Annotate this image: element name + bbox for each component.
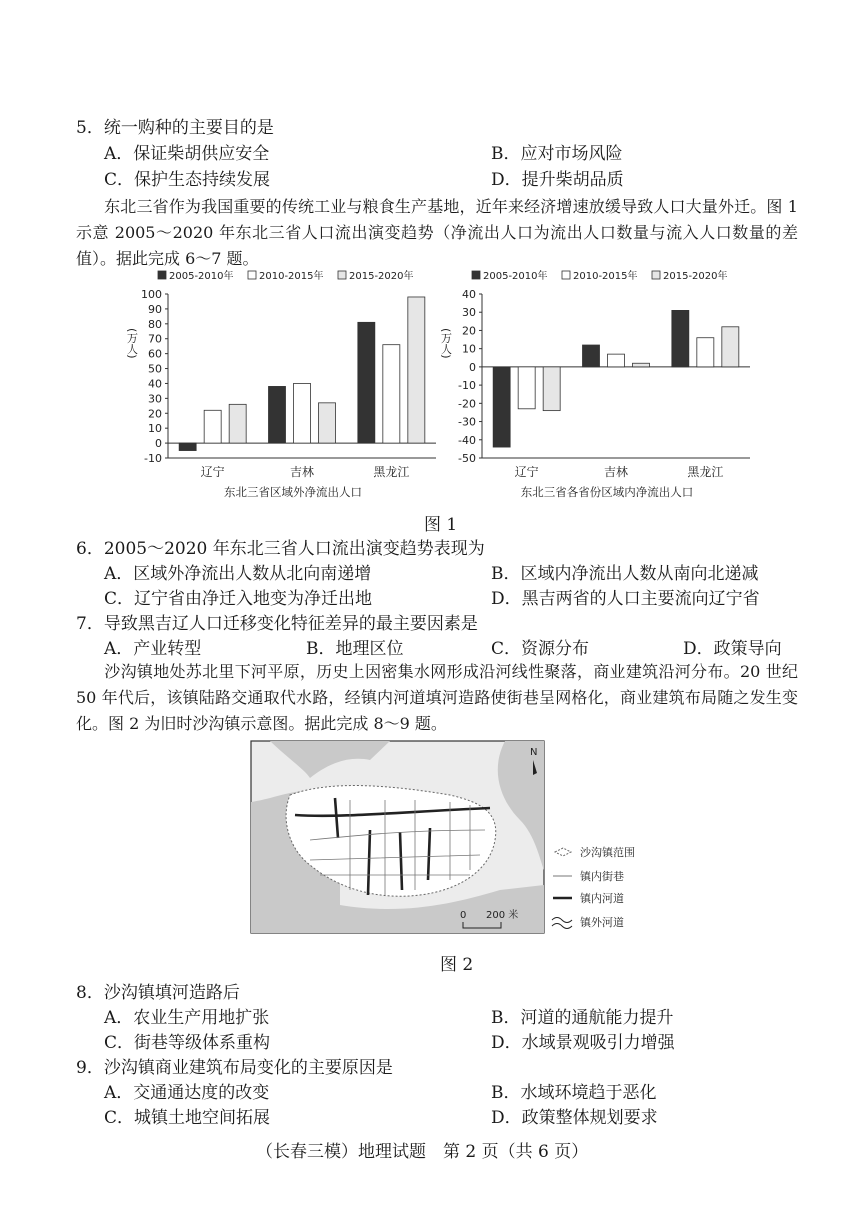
legend-label: 2010-2015年	[259, 271, 324, 282]
q7-stem: 7．导致黑吉辽人口迁移变化特征差异的最主要因素是	[76, 614, 478, 634]
legend-swatch	[652, 271, 660, 279]
legend-swatch	[338, 271, 346, 279]
y-tick-label: 20	[148, 407, 162, 421]
category-label: 吉林	[603, 465, 629, 479]
legend-swatch	[158, 271, 166, 279]
page-footer: （长春三模）地理试题 第 2 页（共 6 页）	[256, 1142, 589, 1162]
y-tick-label: 10	[462, 342, 476, 356]
q9-option-c: C．城镇土地空间拓展	[104, 1108, 271, 1128]
scale-label: 200 米	[486, 910, 519, 921]
legend-label: 2015-2020年	[349, 271, 414, 282]
scale-zero: 0	[460, 910, 467, 921]
q6-option-b: B．区域内净流出人数从南向北递减	[491, 564, 759, 584]
y-tick-label: -20	[458, 397, 476, 411]
q6-option-c: C．辽宁省由净迁入地变为净迁出地	[104, 589, 373, 609]
chart-title: 东北三省区域外净流出人口	[224, 485, 362, 499]
legend-label: 2005-2010年	[169, 271, 234, 282]
legend-outer-river: 镇外河道	[580, 916, 624, 929]
chart-title: 东北三省各省份区域内净流出人口	[520, 485, 694, 499]
legend-swatch	[472, 271, 480, 279]
legend-swatch	[248, 271, 256, 279]
y-tick-label: 30	[462, 306, 476, 320]
category-label: 辽宁	[200, 465, 225, 479]
y-axis-label: (万人)	[439, 328, 453, 359]
q9-option-b: B．水域环境趋于恶化	[491, 1083, 657, 1103]
y-tick-label: -30	[458, 415, 476, 429]
y-tick-label: 80	[148, 317, 162, 331]
legend-outer-river-symbol	[552, 918, 572, 929]
legend-label: 2005-2010年	[483, 271, 548, 282]
category-label: 黑龙江	[373, 465, 410, 479]
y-tick-label: 0	[155, 437, 162, 451]
bar	[383, 345, 400, 443]
y-tick-label: -50	[458, 452, 476, 465]
bar	[518, 367, 535, 409]
chart-outflow-outside-region	[118, 268, 448, 508]
q5-option-c: C．保护生态持续发展	[104, 170, 271, 190]
q5-option-b: B．应对市场风险	[491, 144, 623, 164]
bar	[697, 338, 714, 367]
q5-option-a: A．保证柴胡供应安全	[104, 144, 270, 164]
bar	[722, 327, 739, 367]
y-tick-label: -10	[458, 379, 476, 393]
q8-option-a: A．农业生产用地扩张	[104, 1008, 270, 1028]
bar	[608, 354, 625, 367]
q9-stem: 9．沙沟镇商业建筑布局变化的主要原因是	[76, 1058, 393, 1078]
y-tick-label: 40	[148, 377, 162, 391]
y-tick-label: -40	[458, 433, 476, 447]
q7-option-c: C．资源分布	[491, 639, 590, 659]
bar	[358, 322, 375, 443]
bar	[294, 383, 311, 443]
q8-option-d: D．水域景观吸引力增强	[491, 1033, 675, 1053]
q7-option-b: B．地理区位	[306, 639, 404, 659]
y-tick-label: 90	[148, 302, 162, 316]
north-arrow-label: N	[530, 747, 538, 758]
y-tick-label: -10	[144, 452, 162, 465]
chart-outflow-inside-region	[432, 268, 762, 508]
map-legend	[552, 845, 635, 929]
y-tick-label: 30	[148, 392, 162, 406]
category-label: 辽宁	[514, 465, 539, 479]
y-tick-label: 20	[462, 324, 476, 338]
legend-street: 镇内街巷	[580, 870, 624, 883]
bar	[269, 386, 286, 443]
q7-option-d: D．政策导向	[683, 639, 782, 659]
y-tick-label: 40	[462, 288, 476, 301]
q8-option-b: B．河道的通航能力提升	[491, 1008, 674, 1028]
legend-swatch	[562, 271, 570, 279]
legend-inner-river: 镇内河道	[580, 892, 624, 905]
shagou-town-map	[250, 740, 680, 940]
q7-option-a: A．产业转型	[104, 639, 202, 659]
category-label: 吉林	[289, 465, 315, 479]
bar	[204, 410, 221, 443]
legend-label: 2010-2015年	[573, 271, 638, 282]
q5-stem: 5．统一购种的主要目的是	[76, 118, 274, 138]
passage-2	[76, 659, 798, 737]
passage-2-text: 沙沟镇地处苏北里下河平原，历史上因密集水网形成沿河线性聚落，商业建筑沿河分布。20 世纪 50 年代后，该镇陆路交通取代水路，经镇内河道填河造路使街巷呈网格化，商业建筑布局随之发生变化。图 2 为旧时沙沟镇示意图。据此完成 8～9 题。	[76, 662, 798, 733]
y-tick-label: 60	[148, 347, 162, 361]
q8-stem: 8．沙沟镇填河造路后	[76, 983, 240, 1003]
y-tick-label: 70	[148, 332, 162, 346]
q6-option-a: A．区域外净流出人数从北向南递增	[104, 564, 372, 584]
figure-1-caption: 图 1	[424, 515, 458, 535]
bar	[179, 443, 196, 450]
legend-boundary: 沙沟镇范围	[580, 846, 635, 859]
bar	[583, 345, 600, 367]
bar	[493, 367, 510, 447]
y-axis-label: (万人)	[125, 328, 139, 359]
q9-option-d: D．政策整体规划要求	[491, 1108, 658, 1128]
q8-option-c: C．街巷等级体系重构	[104, 1033, 271, 1053]
y-tick-label: 10	[148, 422, 162, 436]
y-tick-label: 100	[141, 288, 162, 301]
passage-1	[76, 194, 798, 272]
bar	[543, 367, 560, 411]
figure-2-caption: 图 2	[440, 955, 474, 975]
bar	[229, 404, 246, 443]
bar	[633, 363, 650, 367]
q9-option-a: A．交通通达度的改变	[104, 1083, 270, 1103]
y-tick-label: 0	[469, 360, 476, 374]
category-label: 黑龙江	[687, 465, 724, 479]
q6-option-d: D．黑吉两省的人口主要流向辽宁省	[491, 589, 760, 609]
bar	[408, 297, 425, 443]
q5-option-d: D．提升柴胡品质	[491, 170, 624, 190]
y-tick-label: 50	[148, 362, 162, 376]
bar	[319, 403, 336, 443]
bar	[672, 310, 689, 366]
passage-1-text: 东北三省作为我国重要的传统工业与粮食生产基地，近年来经济增速放缓导致人口大量外迁。图 1 示意 2005～2020 年东北三省人口流出演变趋势（净流出人口为流出人口数量与流入人口数量的差值）。据此完成 6～7 题。	[76, 197, 798, 268]
legend-label: 2015-2020年	[663, 271, 728, 282]
q6-stem: 6．2005～2020 年东北三省人口流出演变趋势表现为	[76, 539, 485, 559]
legend-boundary-symbol	[555, 848, 571, 856]
